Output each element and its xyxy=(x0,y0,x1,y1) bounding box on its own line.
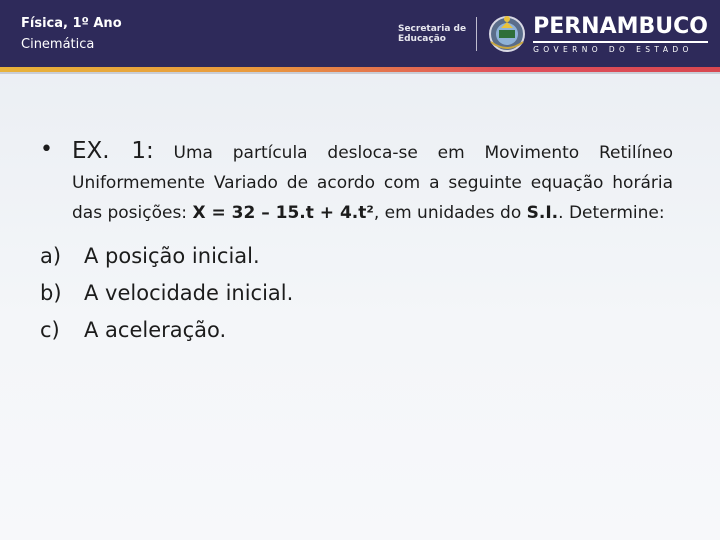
header-shadow-line xyxy=(0,72,720,74)
list-item xyxy=(40,312,673,349)
secretaria-line-1: Secretaria de xyxy=(397,24,467,34)
government-logos xyxy=(398,10,708,58)
state-crest-icon xyxy=(487,12,527,56)
brand-rule xyxy=(533,41,708,43)
exercise-statement xyxy=(40,136,673,228)
question-list xyxy=(40,238,673,349)
slide-header xyxy=(0,0,720,67)
bullet-icon: • xyxy=(40,137,53,162)
topic-subtitle: Cinemática xyxy=(21,37,95,52)
item-letter: b) xyxy=(40,281,62,305)
course-title: Física, 1º Ano xyxy=(21,16,122,31)
item-text: A posição inicial. xyxy=(84,244,260,268)
item-letter: c) xyxy=(40,318,60,342)
item-text: A velocidade inicial. xyxy=(84,281,294,305)
brand-subtitle: GOVERNO DO ESTADO xyxy=(533,44,693,54)
exercise-text-middle: , em unidades do xyxy=(373,203,527,223)
exercise-text-after: . Determine: xyxy=(558,203,665,223)
exercise-units: S.I. xyxy=(526,203,559,223)
exercise-equation: X = 32 – 15.t + 4.t² xyxy=(192,203,374,223)
exercise-text-before: Uma partícula desloca-se em Movimento Retilíneo Uniformemente Variado de acordo com a seguinte equação horária das posições: xyxy=(72,143,673,223)
brand-name: PERNAMBUCO xyxy=(533,13,708,39)
slide-content xyxy=(40,136,673,349)
item-text: A aceleração. xyxy=(84,318,227,342)
pernambuco-brand xyxy=(533,15,708,54)
secretaria-logo-text xyxy=(398,24,466,44)
exercise-label: EX. 1: xyxy=(72,138,154,164)
item-letter: a) xyxy=(40,244,62,268)
list-item xyxy=(40,238,673,275)
logo-divider xyxy=(476,17,477,51)
secretaria-line-2: Educação xyxy=(397,34,446,44)
list-item xyxy=(40,275,673,312)
